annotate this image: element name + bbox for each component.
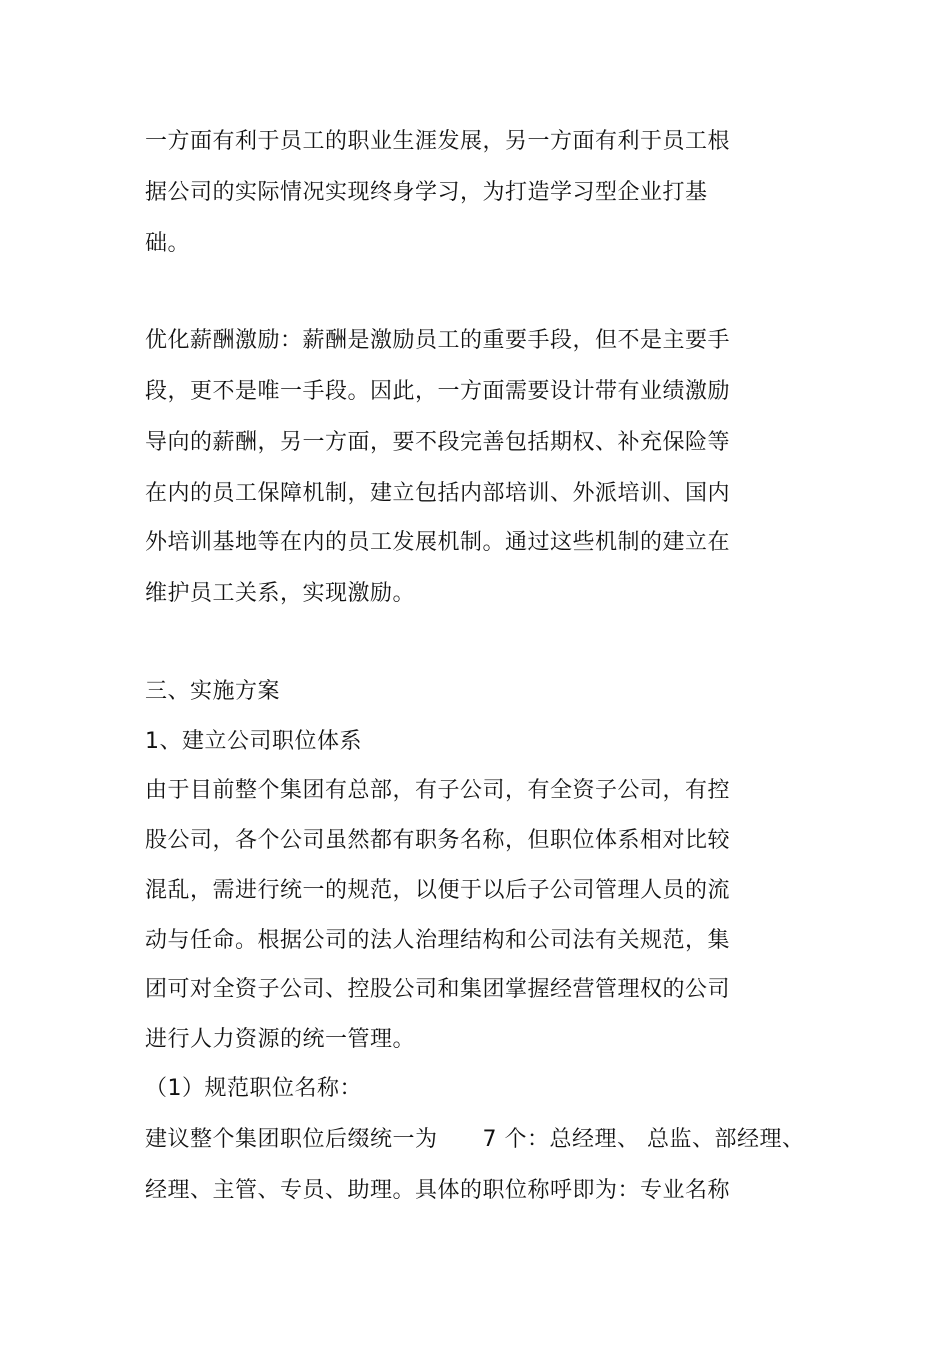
paragraph-2-line-1: 优化薪酬激励：薪酬是激励员工的重要手段，但不是主要手 [145,328,731,353]
paragraph-3-line-5: 团可对全资子公司、控股公司和集团掌握经营管理权的公司 [145,977,731,1002]
section-heading: 三、实施方案 [145,679,281,704]
paragraph-2-line-2: 段，更不是唯一手段。因此，一方面需要设计带有业绩激励 [145,379,731,404]
paragraph-3-line-2: 股公司，各个公司虽然都有职务名称，但职位体系相对比较 [145,828,731,853]
paragraph-3-line-6: 进行人力资源的统一管理。 [145,1027,416,1052]
paragraph-3-line-3: 混乱，需进行统一的规范，以便于以后子公司管理人员的流 [145,878,731,903]
paragraph-4-line-2: 经理、主管、专员、助理。具体的职位称呼即为：专业名称 [145,1178,731,1203]
paragraph-3-line-4: 动与任命。根据公司的法人治理结构和公司法有关规范，集 [145,928,731,953]
paragraph-2-line-5: 外培训基地等在内的员工发展机制。通过这些机制的建立在 [145,530,731,555]
paragraph-1-line-1: 一方面有利于员工的职业生涯发展，另一方面有利于员工根 [145,129,731,154]
paragraph-1-line-2: 据公司的实际情况实现终身学习，为打造学习型企业打基 [145,180,708,205]
subheading-1: 1、建立公司职位体系 [145,729,362,754]
paragraph-3-line-1: 由于目前整个集团有总部，有子公司，有全资子公司，有控 [145,778,731,803]
paragraph-2-line-4: 在内的员工保障机制，建立包括内部培训、外派培训、国内 [145,481,731,506]
subheading-2: （1）规范职位名称： [145,1076,362,1101]
paragraph-4-line-1: 建议整个集团职位后缀统一为 7 个：总经理、 总监、部经理、 [145,1127,805,1152]
paragraph-2-line-3: 导向的薪酬，另一方面，要不段完善包括期权、补充保险等 [145,430,731,455]
paragraph-2-line-6: 维护员工关系，实现激励。 [145,581,416,606]
paragraph-1-line-3: 础。 [145,231,191,256]
